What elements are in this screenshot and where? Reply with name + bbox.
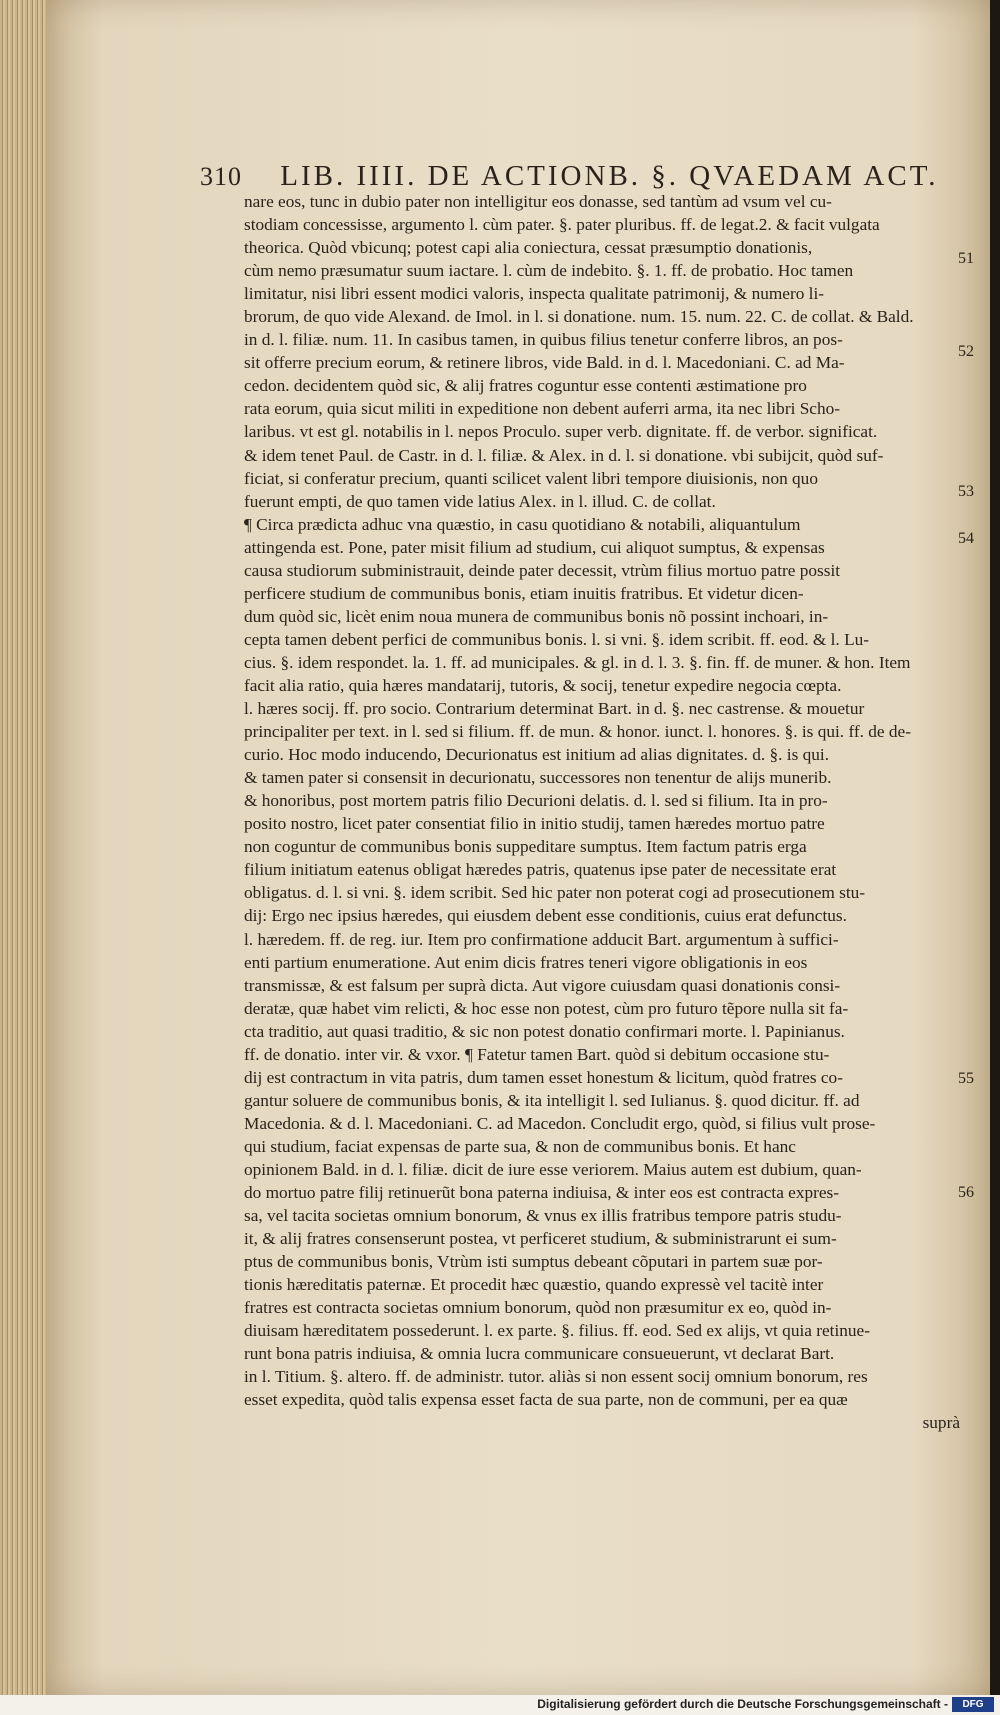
text-line: brorum, de quo vide Alexand. de Imol. in l. si donatione. num. 15. num. 22. C. de collat. & Bald. bbox=[244, 307, 914, 327]
text-line: ficiat, si conferatur precium, quanti scilicet valent libri tempore diuisionis, non quo bbox=[244, 468, 818, 488]
text-line: rata eorum, quia sicut militi in expeditione non debent auferri arma, ita nec libri Scho- bbox=[244, 399, 841, 419]
text-line: laribus. vt est gl. notabilis in l. nepos Proculo. super verb. dignitate. ff. de verbor. significat. bbox=[244, 422, 878, 442]
text-line: ptus de communibus bonis, Vtrùm isti sumptus debeant cõputari in partem suæ por- bbox=[244, 1252, 823, 1272]
text-line: dij: Ergo nec ipsius hæredes, qui eiusdem debent esse conditionis, cuius erat defunctus. bbox=[244, 906, 847, 926]
text-line: & tamen pater si consensit in decurionatu, successores non tenentur de alijs munerib. bbox=[244, 768, 832, 788]
footer-credit: Digitalisierung gefördert durch die Deutsche Forschungsgemeinschaft - bbox=[537, 1697, 948, 1711]
footer-bar bbox=[0, 1695, 1000, 1715]
running-title: LIB. IIII. DE ACTIONB. §. QVAEDAM ACT. bbox=[280, 160, 939, 192]
text-line: cta traditio, aut quasi traditio, & sic non potest donatio confirmari morte. l. Papinianus. bbox=[244, 1021, 845, 1041]
text-line: fuerunt empti, de quo tamen vide latius Alex. in l. illud. C. de collat. bbox=[244, 491, 716, 511]
text-line: diuisam hæreditatem possederunt. l. ex parte. §. filius. ff. eod. Sed ex alijs, vt quia retinue- bbox=[244, 1321, 870, 1341]
text-line: non coguntur de communibus bonis suppeditare sumptus. Item factum patris erga bbox=[244, 837, 807, 857]
text-line: fratres est contracta societas omnium bonorum, quòd non præsumitur ex eo, quòd in- bbox=[244, 1298, 832, 1318]
text-line: runt bona patris indiuisa, & omnia lucra communicare consueuerunt, vt declarat Bart. bbox=[244, 1344, 835, 1364]
text-line: filium initiatum eatenus obligat hæredes patris, quatenus ipse pater de necessitate erat bbox=[244, 860, 837, 880]
text-line: posito nostro, licet pater consentiat filio in initio studij, tamen hæredes mortuo patre bbox=[244, 814, 825, 834]
text-line: cepta tamen debent perfici de communibus bonis. l. si vni. §. idem scribit. ff. eod. & l. Lu- bbox=[244, 629, 870, 649]
text-line: principaliter per text. in l. sed si filium. ff. de mun. & honor. iunct. l. honores. §. is qui. ff. de de- bbox=[244, 722, 911, 742]
text-line: Macedonia. & d. l. Macedoniani. C. ad Macedon. Concludit ergo, quòd, si filius vult prose- bbox=[244, 1113, 876, 1133]
text-line: limitatur, nisi libri essent modici valoris, inspecta qualitate patrimonij, & numero li- bbox=[244, 284, 825, 304]
text-line: opinionem Bald. in d. l. filiæ. dicit de iure esse veriorem. Maius autem est dubium, quan- bbox=[244, 1159, 862, 1179]
text-line: & honoribus, post mortem patris filio Decurioni delatis. d. l. sed si filium. Ita in pro- bbox=[244, 791, 828, 811]
text-line: l. hæredem. ff. de reg. iur. Item pro confirmatione adducit Bart. argumentum à suffici- bbox=[244, 929, 839, 949]
text-line: curio. Hoc modo inducendo, Decurionatus est initium ad alias dignitates. d. §. is qui. bbox=[244, 745, 830, 765]
dfg-logo-icon: DFG bbox=[952, 1697, 994, 1712]
book-page-edges bbox=[0, 0, 48, 1715]
text-line: dij est contractum in vita patris, dum tamen esset honestum & licitum, quòd fratres co- bbox=[244, 1067, 843, 1087]
text-line: esset expedita, quòd talis expensa esset facta de sua parte, non de communi, per ea quæ bbox=[244, 1390, 848, 1410]
text-line: causa studiorum subministrauit, deinde pater decessit, vtrùm filius mortuo patre possit bbox=[244, 560, 841, 580]
text-line: cius. §. idem respondet. la. 1. ff. ad municipales. & gl. in d. l. 3. §. fin. ff. de muner. & hon. Item bbox=[244, 652, 911, 672]
margin-number: 52 bbox=[958, 343, 974, 360]
text-line: nare eos, tunc in dubio pater non intelligitur eos donasse, sed tantùm ad vsum vel cu- bbox=[244, 192, 832, 211]
text-line: suprà bbox=[922, 1413, 960, 1433]
margin-number: 54 bbox=[958, 530, 974, 547]
text-line: it, & alij fratres consenserunt postea, vt perficeret studium, & subministrarunt ei sum- bbox=[244, 1229, 837, 1249]
text-line: facit alia ratio, quia hæres mandatarij, tutoris, & socij, tenetur expedire negocia cœpta. bbox=[244, 675, 842, 695]
text-line: l. hæres socij. ff. pro socio. Contrarium determinat Bart. in d. §. nec castrense. & mouetur bbox=[244, 699, 865, 719]
scan-border bbox=[990, 0, 1000, 1715]
text-line: sa, vel tacita societas omnium bonorum, & vnus ex illis fratribus tempore patris studu- bbox=[244, 1206, 842, 1226]
text-line: tionis hæreditatis paternæ. Et procedit hæc quæstio, quando expressè vel tacitè inter bbox=[244, 1275, 824, 1295]
text-line: do mortuo patre filij retinuerũt bona paterna indiuisa, & inter eos est contracta expres- bbox=[244, 1183, 840, 1203]
text-line: theorica. Quòd vbicunq; potest capi alia coniectura, cessat præsumptio donationis, bbox=[244, 238, 813, 258]
margin-number: 51 bbox=[958, 250, 974, 267]
text-line: qui studium, faciat expensas de parte sua, & non de communibus bonis. Et hanc bbox=[244, 1136, 796, 1156]
text-line: sit offerre precium eorum, & retinere libros, vide Bald. in d. l. Macedoniani. C. ad Ma- bbox=[244, 353, 845, 373]
text-line: dum quòd sic, licèt enim noua munera de communibus bonis nõ possint inchoari, in- bbox=[244, 606, 829, 626]
text-line: cùm nemo præsumatur suum iactare. l. cùm de indebito. §. 1. ff. de probatio. Hoc tamen bbox=[244, 261, 854, 281]
text-line: perficere studium de communibus bonis, etiam inuitis fratribus. Et videtur dicen- bbox=[244, 583, 804, 603]
text-line: deratæ, quæ habet vim relicti, & hoc esse non potest, cùm pro futuro tẽpore nulla sit fa- bbox=[244, 998, 849, 1018]
text-line: transmissæ, & est falsum per suprà dicta. Aut vigore cuiusdam quasi donationis consi- bbox=[244, 975, 841, 995]
body-text bbox=[244, 190, 960, 1435]
margin-number: 56 bbox=[958, 1184, 974, 1201]
text-line: stodiam concessisse, argumento l. cùm pater. §. pater pluribus. ff. de legat.2. & facit vulgata bbox=[244, 215, 880, 235]
text-line: cedon. decidentem quòd sic, & alij fratres coguntur esse contenti æstimatione pro bbox=[244, 376, 807, 396]
text-line: enti partium enumeratione. Aut enim dicis fratres teneri vigore obligationis in eos bbox=[244, 952, 808, 972]
text-line: in l. Titium. §. altero. ff. de administr. tutor. aliàs si non essent socij omnium bonorum, res bbox=[244, 1367, 868, 1387]
page-number: 310 bbox=[200, 162, 242, 191]
text-line: & idem tenet Paul. de Castr. in d. l. filiæ. & Alex. in d. l. si donatione. vbi subijcit, quòd suf- bbox=[244, 445, 884, 465]
text-line: gantur soluere de communibus bonis, & ita intelligit l. sed Iulianus. §. quod dicitur. ff. ad bbox=[244, 1090, 860, 1110]
text-line: ¶ Circa prædicta adhuc vna quæstio, in casu quotidiano & notabili, aliquantulum bbox=[244, 514, 801, 534]
margin-number: 53 bbox=[958, 483, 974, 500]
text-line: in d. l. filiæ. num. 11. In casibus tamen, in quibus filius tenetur conferre libros, an pos- bbox=[244, 330, 843, 350]
margin-number: 55 bbox=[958, 1070, 974, 1087]
text-line: attingenda est. Pone, pater misit filium ad studium, cui aliquot sumptus, & expensas bbox=[244, 537, 825, 557]
text-line: ff. de donatio. inter vir. & vxor. ¶ Fatetur tamen Bart. quòd si debitum occasione stu- bbox=[244, 1044, 830, 1064]
text-line: obligatus. d. l. si vni. §. idem scribit. Sed hic pater non poterat cogi ad prosecutionem stu- bbox=[244, 883, 866, 903]
